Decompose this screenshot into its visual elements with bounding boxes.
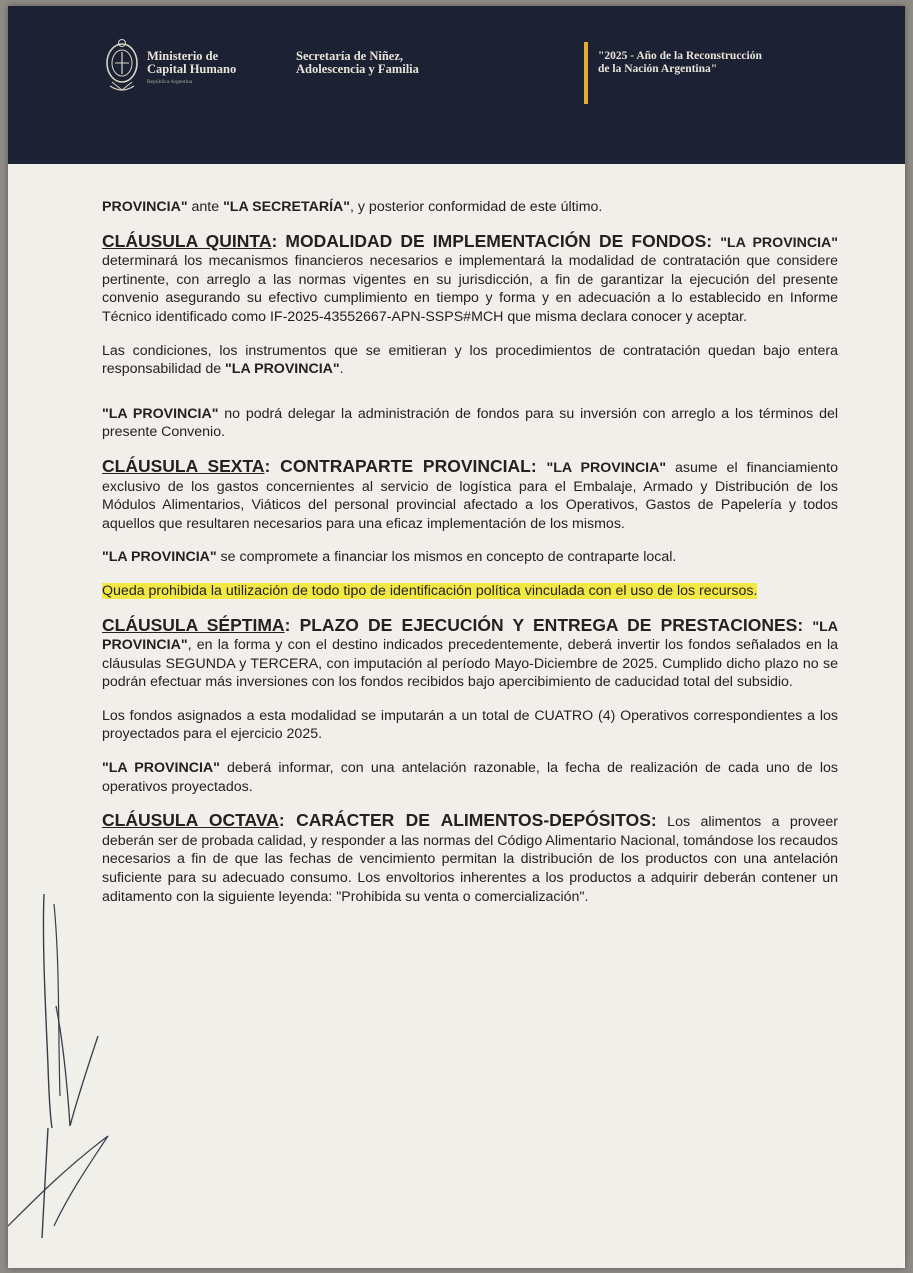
clause-label: CLÁUSULA QUINTA [102,230,272,251]
clause-octava: CLÁUSULA OCTAVA: CARÁCTER DE ALIMENTOS-DEPÓSITOS: Los alimentos a proveer deberán ser de probada calidad, y responder a las normas del Código Alimentario Nacional, tomándose los recaudos necesarios a fin de que las fechas de vencimiento permitan la distribución de los productos con una antelación suficiente para su adecuado consumo. Los envoltorios inherentes a los productos a adquirir deberán contener un aditamento con la siguiente leyenda: "Prohibida su venta o comercialización". [102,810,838,905]
republic-caption: República Argentina [147,79,193,85]
secretariat-name: Secretaría de Niñez, Adolescencia y Familia [296,49,419,76]
ministry-name: Ministerio de Capital Humano [147,49,237,76]
paragraph-funds: Los fondos asignados a esta modalidad se imputarán a un total de CUATRO (4) Operativos correspondientes a los proyectados para el ejercicio 2025. [102,707,838,743]
paragraph-delegation: "LA PROVINCIA" no podrá delegar la administración de fondos para su inversión con arreglo a los términos del presente Convenio. [102,405,838,441]
clause-sexta: CLÁUSULA SEXTA: CONTRAPARTE PROVINCIAL: "LA PROVINCIA" asume el financiamiento exclusivo de los gastos concernientes al servicio de logística para el Embalaje, Armado y Distribución de los Módulos Alimentarios, Viáticos del personal provincial afectado a los Operativos, Gastos de Papelería y todos aquellos que resultaren necesarios para una eficaz implementación de los mismos. [102,455,839,532]
clause-label: CLÁUSULA OCTAVA [102,810,279,831]
document-page [8,6,905,1268]
highlighted-text: Queda prohibida la utilización de todo tipo de identificación política vinculada con el uso de los recursos. [102,582,758,599]
clause-title: : MODALIDAD DE IMPLEMENTACIÓN DE FONDOS: [271,230,721,251]
clause-quinta: CLÁUSULA QUINTA: MODALIDAD DE IMPLEMENTACIÓN DE FONDOS: "LA PROVINCIA" determinará los mecanismos financieros necesarios e implementará la modalidad de contratación que considere pertinente, con arreglo a las normas vigentes en su jurisdicción, a fin de garantizar la ejecución del presente convenio asegurando su efectivo cumplimiento en tiempo y forma y en adecuación a lo establecido en Informe Técnico identificado como IF-2025-43552667-APN-SSPS#MCH que misma declara conocer y aceptar. [102,230,839,325]
clause-septima: CLÁUSULA SÉPTIMA: PLAZO DE EJECUCIÓN Y ENTREGA DE PRESTACIONES: "LA PROVINCIA", en la forma y con el destino indicados precedentemente, deberá invertir los fondos señalados en la cláusulas SEGUNDA y TERCERA, con imputación al período Mayo-Diciembre de 2025. Cumplido dicho plazo no se podrán efectuar más inversiones con los fondos recibidos bajo apercibimiento de caducidad total del subsidio. [102,614,838,691]
paragraph-counterpart: "LA PROVINCIA" se compromete a financiar los mismos en concepto de contraparte local. [102,549,677,566]
clause-label: CLÁUSULA SEXTA [102,455,265,476]
paragraph-inform: "LA PROVINCIA" deberá informar, con una antelación razonable, la fecha de realización de cada uno de los operativos proyectados. [102,760,838,795]
header-divider [584,42,588,104]
paragraph-political-prohibition [102,582,838,601]
paragraph-1: PROVINCIA" ante "LA SECRETARÍA", y posterior conformidad de este último. [102,199,603,215]
coat-of-arms-logo [104,36,140,98]
clause-title: : CARÁCTER DE ALIMENTOS-DEPÓSITOS: [278,810,657,831]
clause-title: : PLAZO DE EJECUCIÓN Y ENTREGA DE PRESTACIONES: [284,614,813,635]
paragraph-conditions: Las condiciones, los instrumentos que se emitieran y los procedimientos de contratación quedan bajo entera responsabilidad de "LA PROVINCIA". [102,342,838,378]
letterhead [8,6,905,164]
document-body [102,198,838,921]
clause-title: : CONTRAPARTE PROVINCIAL: [264,455,547,476]
year-motto: "2025 - Año de la Reconstrucción de la Nación Argentina" [598,50,762,75]
handwritten-signature [8,866,148,1246]
clause-label: CLÁUSULA SÉPTIMA [102,614,285,635]
